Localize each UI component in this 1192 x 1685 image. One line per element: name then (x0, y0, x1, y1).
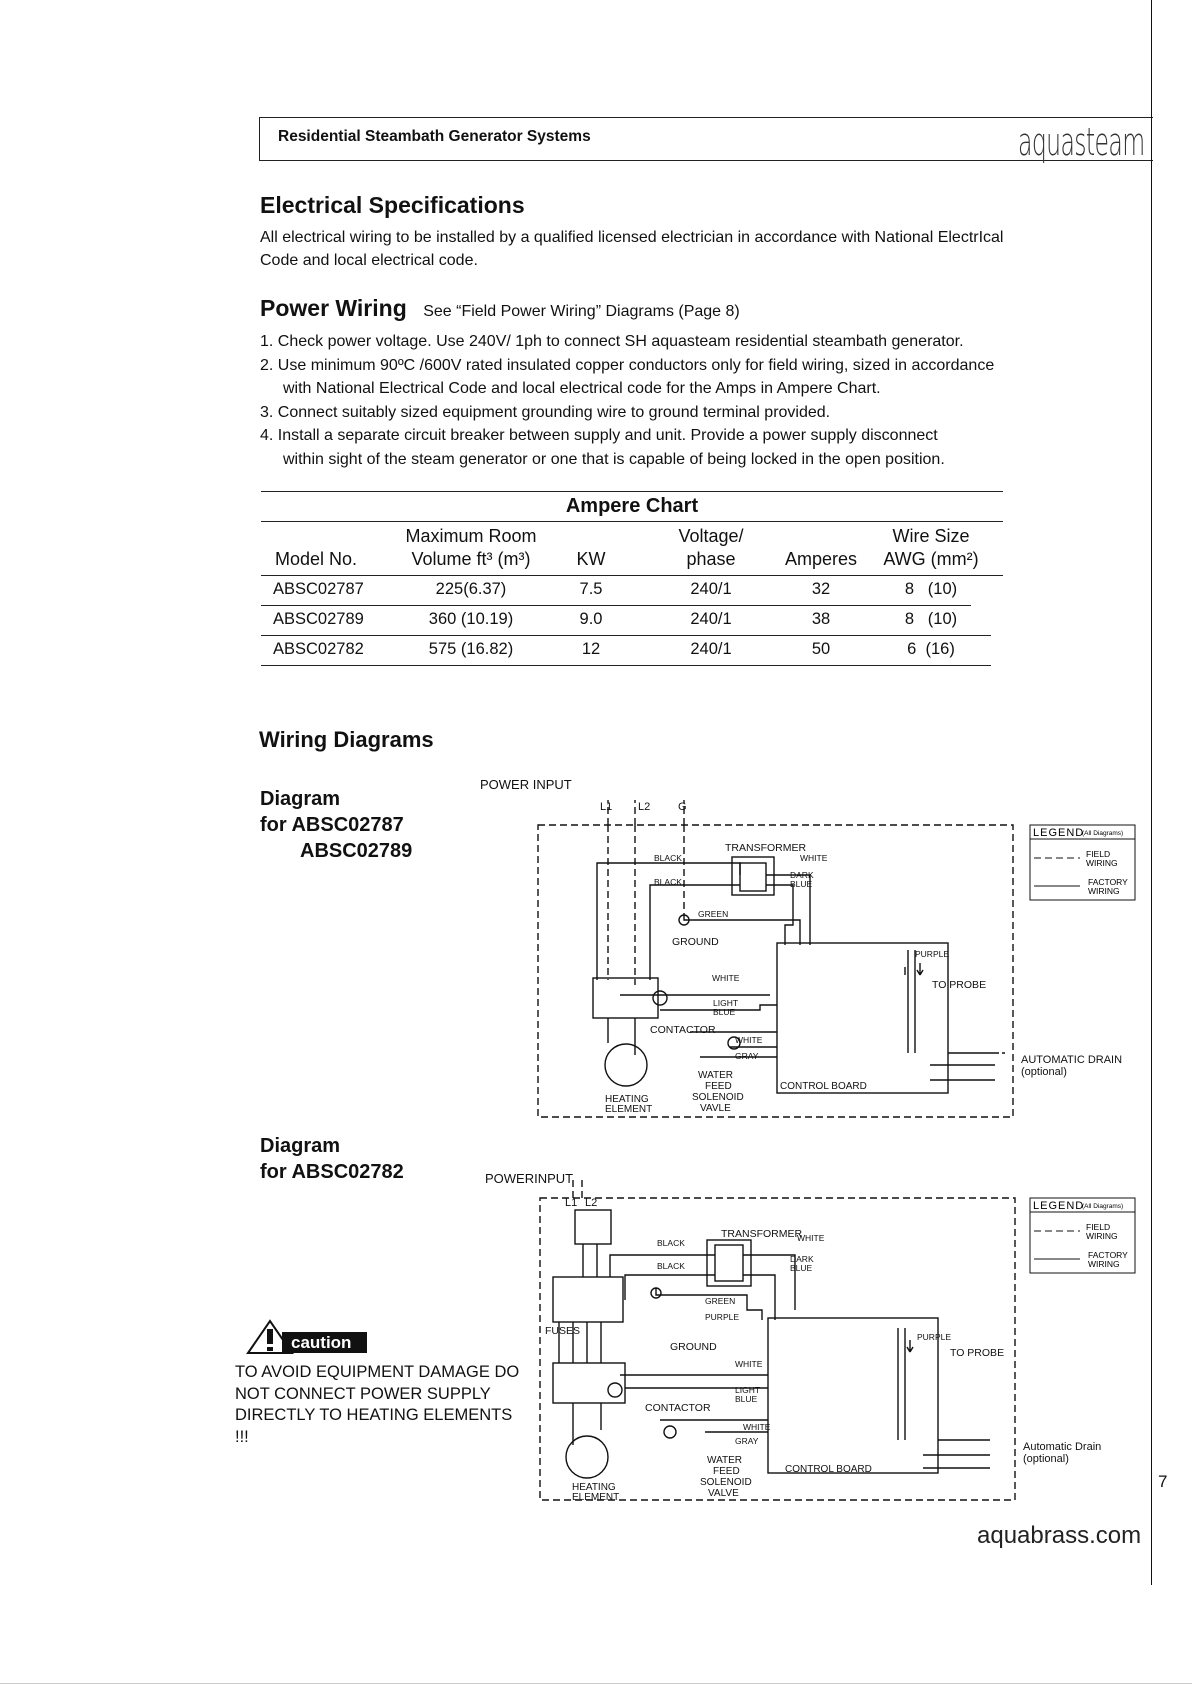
label-contactor: CONTACTOR (645, 1402, 711, 1414)
svg-text:WHITE: WHITE (800, 853, 828, 863)
wiring-diagram-2 (485, 1170, 1140, 1510)
header-title: Residential Steambath Generator Systems (278, 128, 591, 145)
svg-text:WIRING: WIRING (1088, 1259, 1120, 1269)
page-number: 7 (1158, 1472, 1168, 1491)
svg-text:GRAY: GRAY (735, 1436, 759, 1446)
legend (1030, 1198, 1135, 1273)
col-header-room-2: Volume ft³ (m³) (411, 549, 531, 569)
svg-text:WATER: WATER (707, 1455, 742, 1466)
label-l2: L2 (585, 1197, 598, 1209)
svg-text:BLUE: BLUE (790, 1263, 813, 1273)
legend (1030, 825, 1135, 900)
label-to-probe: TO PROBE (950, 1347, 1005, 1359)
wiring-diagrams-title: Wiring Diagrams (259, 727, 434, 752)
electrical-specifications-title: Electrical Specifications (260, 192, 525, 218)
table-rule (261, 605, 971, 606)
svg-text:WIRING: WIRING (1088, 886, 1120, 896)
table-rule (261, 575, 1003, 576)
power-wiring-list (260, 330, 1120, 471)
col-header-wire-2: AWG (mm²) (883, 549, 979, 569)
svg-text:WHITE: WHITE (735, 1359, 763, 1369)
legend-title: LEGEND (1033, 827, 1085, 839)
svg-text:(optional): (optional) (1023, 1453, 1069, 1465)
electrical-specifications-body: All electrical wiring to be installed by a qualified licensed electrician in accordance with National ElectrIcal Code and local electrical code. (260, 229, 1004, 269)
table-rule (261, 635, 991, 636)
list-item: 4. Install a separate circuit breaker between supply and unit. Provide a power supply disconnect within sight of the steam generator or one that is capable of being locked in the open position. (260, 427, 945, 468)
diagram1-label: Diagram for ABSC02787 ABSC02789 (260, 788, 413, 862)
caution-text: TO AVOID EQUIPMENT DAMAGE DO NOT CONNECT POWER SUPPLY DIRECTLY TO HEATING ELEMENTS !!! (235, 1363, 520, 1446)
col-header-room-1: Maximum Room (405, 526, 537, 546)
list-item: 2. Use minimum 90ºC /600V rated insulated copper conductors only for field wiring, sized in accordance with National Electrical Code and local electrical code for the Amps in Ampere Chart. (260, 356, 995, 397)
col-header-voltage-2: phase (686, 549, 736, 569)
label-ground: GROUND (672, 936, 719, 948)
table-rule (261, 665, 991, 666)
page-right-rule (1151, 0, 1152, 1585)
svg-text:ELEMENT: ELEMENT (572, 1492, 620, 1503)
svg-text:FACTORY: FACTORY (1088, 1250, 1128, 1260)
list-item: 1. Check power voltage. Use 240V/ 1ph to connect SH aquasteam residential steambath generator. (260, 333, 964, 350)
svg-text:GREEN: GREEN (705, 1296, 736, 1306)
svg-text:DARK: DARK (790, 1254, 814, 1264)
svg-text:WHITE: WHITE (712, 973, 740, 983)
svg-text:FIELD: FIELD (1086, 1222, 1111, 1232)
svg-text:GREEN: GREEN (698, 909, 729, 919)
label-power-input: POWERINPUT (485, 1171, 574, 1186)
label-to-probe: TO PROBE (932, 979, 987, 991)
ampere-chart: Ampere Chart Model No. Maximum Room Volume ft³ (m³) KW Voltage/ phase Amperes Wire Size AWG (mm²) ABSC02787 225(6.37) 7.5 240/1 32 8 (10) ABSC02789 360 (10.19) 9.0 240/1 38 8 (10) ABSC02782 575 (16.82) 12 240/1 50 6 (16) (261, 491, 1003, 667)
svg-text:WIRING: WIRING (1086, 858, 1118, 868)
svg-text:PURPLE: PURPLE (917, 1332, 952, 1342)
label-contactor: CONTACTOR (650, 1024, 716, 1036)
label-l1: L1 (600, 801, 613, 813)
table-rule (261, 521, 1003, 522)
svg-text:WHITE: WHITE (743, 1422, 771, 1432)
svg-text:FACTORY: FACTORY (1088, 877, 1128, 887)
svg-text:(optional): (optional) (1021, 1066, 1067, 1078)
svg-text:PURPLE: PURPLE (705, 1312, 740, 1322)
power-wiring-heading (260, 295, 740, 322)
svg-text:BLUE: BLUE (735, 1394, 758, 1404)
label-transformer: TRANSFORMER (725, 842, 807, 854)
label-g: G (678, 801, 687, 813)
svg-text:GRAY: GRAY (735, 1051, 759, 1061)
svg-text:SOLENOID: SOLENOID (692, 1092, 744, 1103)
label-auto-drain: Automatic Drain (1023, 1441, 1102, 1453)
brand-logo: aquasteam (1018, 120, 1145, 164)
diagram2-label: Diagram for ABSC02782 (260, 1135, 404, 1183)
col-header-amperes: Amperes (784, 549, 858, 569)
legend-title: LEGEND (1033, 1200, 1085, 1212)
svg-text:VAVLE: VAVLE (700, 1103, 731, 1114)
label-ground: GROUND (670, 1341, 717, 1353)
col-header-wire-1: Wire Size (892, 526, 970, 546)
table-rule (261, 491, 1003, 492)
svg-text:FIELD: FIELD (1086, 849, 1111, 859)
svg-text:VALVE: VALVE (708, 1488, 739, 1499)
svg-text:HEATING: HEATING (605, 1094, 649, 1105)
power-wiring-title: Power Wiring (260, 295, 407, 321)
svg-text:WIRING: WIRING (1086, 1231, 1118, 1241)
svg-text:WHITE: WHITE (797, 1233, 825, 1243)
svg-text:ELEMENT: ELEMENT (605, 1104, 653, 1115)
svg-text:LIGHT: LIGHT (713, 998, 739, 1008)
label-l1: L1 (565, 1197, 578, 1209)
caution-label: caution (291, 1333, 352, 1352)
warning-icon (246, 1319, 371, 1355)
svg-text:BLUE: BLUE (713, 1007, 736, 1017)
svg-text:WHITE: WHITE (735, 1035, 763, 1045)
svg-text:BLACK: BLACK (654, 877, 682, 887)
svg-text:BLACK: BLACK (657, 1238, 685, 1248)
label-power-input: POWER INPUT (480, 777, 572, 792)
list-item: 3. Connect suitably sized equipment grounding wire to ground terminal provided. (260, 403, 831, 421)
col-header-kw: KW (576, 549, 606, 569)
col-header-voltage-1: Voltage/ (678, 526, 744, 546)
label-auto-drain: AUTOMATIC DRAIN (1021, 1054, 1123, 1066)
svg-text:BLUE: BLUE (790, 879, 813, 889)
svg-text:BLACK: BLACK (657, 1261, 685, 1271)
svg-text:BLACK: BLACK (654, 853, 682, 863)
svg-text:(All Diagrams): (All Diagrams) (1082, 1203, 1124, 1210)
col-header-model: Model No. (274, 549, 358, 569)
label-fuses: FUSES (545, 1325, 581, 1337)
wiring-diagram-1 (480, 777, 1140, 1125)
caution-badge (246, 1319, 371, 1360)
svg-text:HEATING: HEATING (572, 1482, 616, 1493)
svg-text:PURPLE: PURPLE (915, 949, 950, 959)
svg-text:SOLENOID: SOLENOID (700, 1477, 752, 1488)
label-control-board: CONTROL BOARD (785, 1464, 872, 1475)
footer-website[interactable]: aquabrass.com (977, 1522, 1142, 1549)
svg-text:FEED: FEED (713, 1466, 740, 1477)
svg-text:LIGHT: LIGHT (735, 1385, 761, 1395)
label-l2: L2 (638, 801, 651, 813)
svg-text:DARK: DARK (790, 870, 814, 880)
svg-text:WATER: WATER (698, 1070, 733, 1081)
svg-text:FEED: FEED (705, 1081, 732, 1092)
ampere-chart-title: Ampere Chart (565, 495, 699, 517)
label-transformer: TRANSFORMER (721, 1228, 803, 1240)
page-bottom-rule (0, 1683, 1192, 1684)
power-wiring-note: See “Field Power Wiring” Diagrams (Page 8) (423, 303, 740, 320)
label-control-board: CONTROL BOARD (780, 1081, 867, 1092)
svg-text:(All Diagrams): (All Diagrams) (1082, 830, 1124, 837)
